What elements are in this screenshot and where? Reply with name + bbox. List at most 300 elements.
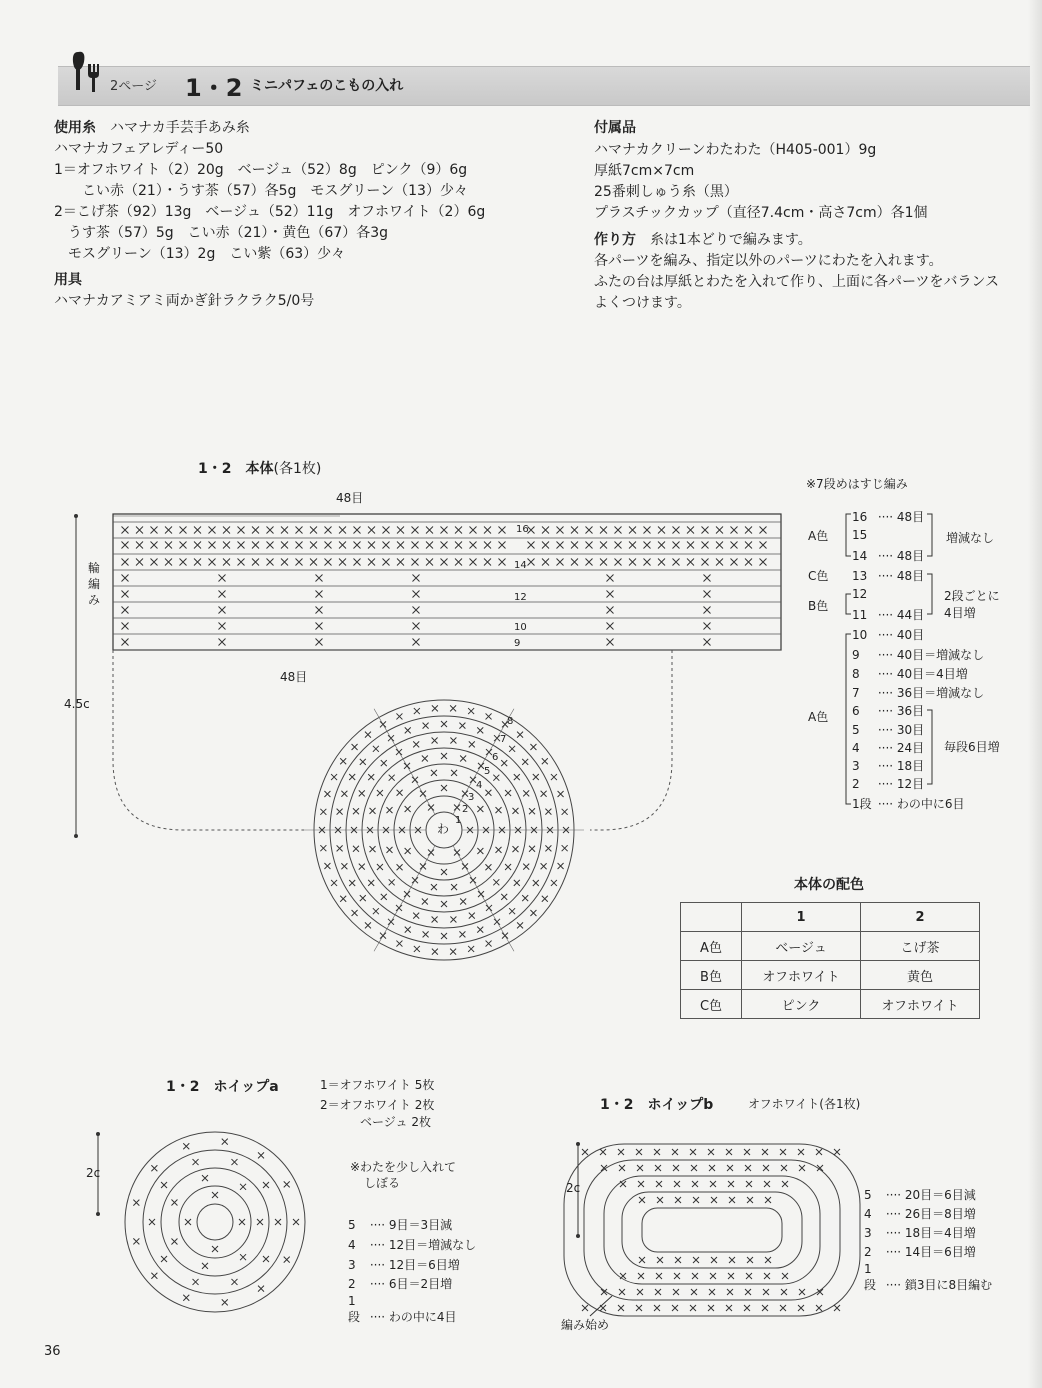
stitch-x — [704, 575, 711, 582]
stitch-x — [238, 542, 245, 549]
bracket — [927, 514, 932, 556]
stitch-x — [284, 1257, 290, 1263]
stitch-x — [252, 559, 259, 566]
stitch-x — [477, 806, 483, 812]
stitch-x — [780, 1149, 786, 1155]
stitch-x — [325, 542, 332, 549]
stitch-note: ※7段めはすじ編み — [806, 477, 908, 491]
rows-table-row — [852, 646, 984, 663]
row-number: 2 — [348, 1277, 356, 1291]
whip-a-colors-3: ベージュ 2枚 — [360, 1115, 431, 1129]
row-count: ···· 18目 — [874, 759, 925, 773]
stitch-x — [451, 770, 457, 776]
whip-b-row — [864, 1224, 976, 1241]
stitch-x — [655, 1289, 661, 1295]
stitch-x — [413, 575, 420, 582]
rows-table-row — [852, 626, 924, 643]
row-count: ···· 40目 — [874, 628, 925, 642]
bracket — [846, 594, 851, 614]
row-count: ···· 40目＝増減なし — [874, 648, 985, 662]
method-label: 作り方 — [594, 232, 636, 248]
stitch-x — [420, 791, 426, 797]
stitch-x — [432, 737, 438, 743]
method-line-2: 各パーツを編み、指定以外のパーツにわたを入れます。 — [594, 253, 943, 269]
color-table — [680, 902, 980, 1019]
stitch-x — [397, 864, 403, 870]
stitch-x — [468, 708, 474, 714]
stitch-x — [381, 760, 387, 766]
whip-b-start: 編み始め — [561, 1318, 610, 1332]
stitch-x — [180, 527, 187, 534]
stitch-x — [454, 804, 460, 810]
stitch-x — [514, 880, 520, 886]
row-num-10: 10 — [514, 622, 527, 633]
stitch-x — [331, 880, 337, 886]
stitch-x — [562, 809, 568, 815]
row-text: ···· 18目＝4目増 — [882, 1226, 976, 1240]
stitch-x — [388, 919, 394, 925]
stitch-x — [607, 639, 614, 646]
stitch-x — [324, 863, 330, 869]
stitch-x — [386, 847, 392, 853]
stitch-x — [252, 542, 259, 549]
stitch-x — [486, 941, 492, 947]
row-number: 15 — [852, 528, 868, 542]
whip-b-title: 1・2 ホイップb — [600, 1097, 714, 1113]
cup-outline-right — [590, 650, 672, 830]
stitch-x — [194, 542, 201, 549]
stitch-x — [615, 542, 622, 549]
stitch-x — [133, 1200, 139, 1206]
stitch-x — [499, 559, 506, 566]
round-num-5: 5 — [484, 766, 491, 777]
stitch-x — [760, 542, 767, 549]
row-text: ···· 12目＝6目増 — [366, 1258, 460, 1272]
stitch-x — [674, 1181, 680, 1187]
stitch-x — [413, 639, 420, 646]
stitch-x — [136, 559, 143, 566]
stitch-x — [413, 591, 420, 598]
whip-a-chart — [125, 1132, 305, 1312]
stitch-x — [281, 559, 288, 566]
stitch-x — [389, 775, 395, 781]
stitch-x — [493, 775, 499, 781]
stitch-x — [365, 732, 371, 738]
stitch-x — [352, 744, 358, 750]
stitch-x — [462, 863, 468, 869]
stitch-x — [629, 542, 636, 549]
stitch-x — [562, 845, 568, 851]
stitch-x — [746, 1181, 752, 1187]
stitch-x — [765, 1197, 771, 1203]
whip-a-title: 1・2 ホイップa — [166, 1079, 279, 1095]
stitch-x — [258, 1152, 264, 1158]
stitch-x — [528, 559, 535, 566]
stitch-x — [454, 850, 460, 856]
stitch-x — [762, 1305, 768, 1311]
stitch-x — [571, 527, 578, 534]
stitch-x — [702, 559, 709, 566]
stitch-x — [441, 721, 447, 727]
stitch-x — [673, 559, 680, 566]
stitch-x — [600, 527, 607, 534]
method-line-4: よくつけます。 — [594, 295, 691, 311]
rows-table-row — [852, 775, 924, 792]
stitch-x — [760, 559, 767, 566]
whip-a-row — [348, 1275, 452, 1292]
stitch-x — [687, 542, 694, 549]
whip-b-row — [864, 1243, 976, 1260]
stitch-x — [477, 848, 483, 854]
stitch-x — [459, 723, 465, 729]
stitch-x — [644, 527, 651, 534]
row-text: ···· 26目＝8目増 — [882, 1207, 976, 1221]
stitch-x — [502, 933, 508, 939]
stitch-x — [834, 1149, 840, 1155]
rows-table-row — [852, 721, 924, 738]
stitch-x — [171, 1199, 177, 1205]
stitch-x — [675, 1257, 681, 1263]
stitch-x — [459, 931, 465, 937]
stitch-x — [545, 845, 551, 851]
round-num-7: 7 — [500, 734, 507, 745]
stitch-x — [341, 791, 347, 797]
stitch-x — [432, 705, 438, 711]
stitch-x — [380, 721, 386, 727]
stitch-x — [747, 1197, 753, 1203]
stitch-x — [412, 559, 419, 566]
whip-a-ring — [179, 1186, 251, 1258]
stitch-x — [726, 1305, 732, 1311]
color-table-row — [681, 932, 980, 961]
stitch-x — [509, 908, 515, 914]
stitch-x — [726, 1149, 732, 1155]
stitch-x — [325, 559, 332, 566]
rows-table-row — [852, 684, 984, 701]
stitch-x — [151, 1165, 157, 1171]
stitch-x — [727, 1165, 733, 1171]
stitch-x — [396, 713, 402, 719]
stitch-x — [231, 1159, 237, 1165]
stitch-x — [470, 877, 476, 883]
stitch-x — [619, 1165, 625, 1171]
stitch-x — [529, 808, 535, 814]
stitch-x — [240, 1184, 246, 1190]
stitch-x — [762, 1149, 768, 1155]
stitch-x — [151, 542, 158, 549]
stitch-x — [704, 591, 711, 598]
stitch-x — [615, 527, 622, 534]
stitch-x — [639, 1257, 645, 1263]
stitch-x — [122, 527, 129, 534]
header-title: ミニパフェのこもの入れ — [250, 78, 404, 94]
stitch-x — [618, 1149, 624, 1155]
stitch-x — [798, 1305, 804, 1311]
stitch-x — [293, 1219, 299, 1225]
stitch-x — [310, 527, 317, 534]
rows-table-row — [852, 739, 924, 756]
row-number: 4 — [348, 1238, 356, 1252]
stitch-x — [728, 1273, 734, 1279]
stitch-x — [122, 575, 129, 582]
stitch-x — [704, 639, 711, 646]
accessory-line-2: 厚紙7cm×7cm — [594, 163, 695, 179]
stitch-x — [692, 1181, 698, 1187]
stitch-x — [731, 527, 738, 534]
stitch-x — [413, 741, 419, 747]
row-num-12: 12 — [514, 592, 527, 603]
stitch-x — [486, 905, 492, 911]
stitch-x — [368, 559, 375, 566]
stitch-x — [657, 1197, 663, 1203]
stitch-x — [412, 877, 418, 883]
color-table-cell: ピンク — [742, 990, 861, 1019]
round-num-6: 6 — [492, 752, 499, 763]
stitch-x — [353, 846, 359, 852]
stitch-x — [710, 1181, 716, 1187]
stitch-x — [460, 898, 466, 904]
stitch-x — [180, 559, 187, 566]
stitch-x — [460, 756, 466, 762]
accessories-label: 付属品 — [594, 120, 636, 136]
stitch-x — [450, 705, 456, 711]
stitch-x — [202, 1175, 208, 1181]
color-table-cell: オフホワイト — [861, 990, 980, 1019]
row-count: ···· 44目 — [874, 608, 925, 622]
stitch-x — [431, 770, 437, 776]
whip-a-ring — [161, 1168, 269, 1276]
stitch-x — [702, 542, 709, 549]
whip-b-row — [864, 1205, 976, 1222]
color-table-cell: ベージュ — [742, 932, 861, 961]
center-ring: わ — [437, 822, 450, 836]
body-diagram-title: 1・2 本体 — [198, 461, 274, 477]
stitch-x — [496, 807, 502, 813]
stitch-x — [165, 542, 172, 549]
stitch-x — [354, 527, 361, 534]
stitch-x — [639, 1197, 645, 1203]
stitch-x — [455, 542, 462, 549]
stitch-x — [441, 785, 447, 791]
stitch-x — [340, 758, 346, 764]
stitch-x — [716, 559, 723, 566]
stitch-x — [637, 1165, 643, 1171]
stitch-x — [637, 1289, 643, 1295]
group-no-change: 増減なし — [946, 531, 995, 545]
stitch-x — [763, 1165, 769, 1171]
row-num-16: 16 — [516, 524, 529, 535]
stitch-x — [528, 542, 535, 549]
stitch-x — [359, 790, 365, 796]
rows-table-row — [852, 587, 874, 601]
row-number: 16 — [852, 510, 868, 524]
stitch-x — [432, 949, 438, 955]
stitch-x — [325, 527, 332, 534]
stitch-x — [545, 809, 551, 815]
stitch-x — [281, 527, 288, 534]
stitch-x — [658, 542, 665, 549]
whip-a-ring — [197, 1204, 233, 1240]
stitch-x — [359, 864, 365, 870]
stitch-x — [122, 607, 129, 614]
stitch-x — [690, 1305, 696, 1311]
row-text: ···· 20目＝6目減 — [882, 1188, 976, 1202]
color-table-cell: 黄色 — [861, 961, 980, 990]
stitch-x — [194, 559, 201, 566]
stitch-x — [470, 559, 477, 566]
stitch-x — [745, 1289, 751, 1295]
color-table-corner — [681, 903, 742, 932]
stitch-x — [657, 1257, 663, 1263]
bracket — [927, 710, 932, 784]
stitch-x — [397, 542, 404, 549]
stitch-x — [426, 559, 433, 566]
side-label: 輪編み — [88, 561, 101, 607]
stitch-x — [337, 845, 343, 851]
height-label: 4.5c — [64, 697, 90, 711]
stitch-x — [512, 808, 518, 814]
stitch-x — [499, 527, 506, 534]
stitch-x — [496, 847, 502, 853]
rows-table-row — [852, 508, 924, 525]
stitch-x — [263, 1182, 269, 1188]
stitch-x — [413, 623, 420, 630]
stitch-x — [542, 527, 549, 534]
group-every-row: 毎段6目増 — [944, 740, 1000, 754]
stitch-x — [509, 746, 515, 752]
stitch-x — [183, 1143, 189, 1149]
stitch-x — [275, 1219, 281, 1225]
stitch-x — [731, 559, 738, 566]
stitch-x — [352, 910, 358, 916]
stitch-x — [316, 639, 323, 646]
stitch-x — [122, 623, 129, 630]
stitch-x — [687, 527, 694, 534]
stitch-x — [674, 1273, 680, 1279]
stitch-x — [441, 753, 447, 759]
stitch-x — [541, 791, 547, 797]
stitch-x — [517, 732, 523, 738]
stitch-x — [296, 527, 303, 534]
row-number: 2 — [864, 1245, 872, 1259]
rows-table-row — [852, 567, 924, 584]
whip-a-row — [348, 1236, 476, 1253]
stitch-x — [223, 542, 230, 549]
stitch-x — [600, 559, 607, 566]
stitch-x — [389, 879, 395, 885]
whip-a-row — [348, 1256, 460, 1273]
row-text: ···· 6目＝2目増 — [366, 1277, 453, 1291]
stitch-x — [716, 542, 723, 549]
round-num-3: 3 — [468, 792, 475, 803]
stitch-x — [397, 527, 404, 534]
stitch-x — [324, 791, 330, 797]
stitch-x — [383, 559, 390, 566]
stitch-x — [470, 542, 477, 549]
stitch-x — [729, 1197, 735, 1203]
stitch-x — [517, 922, 523, 928]
whip-b-size: 2c — [566, 1181, 581, 1195]
stitch-x — [320, 845, 326, 851]
stitch-x — [629, 559, 636, 566]
stitch-x — [658, 559, 665, 566]
stitch-x — [165, 559, 172, 566]
stitch-x — [782, 1181, 788, 1187]
stitch-x — [765, 1257, 771, 1263]
stitch-x — [512, 846, 518, 852]
stitch-x — [607, 575, 614, 582]
stitch-x — [441, 527, 448, 534]
stitch-x — [522, 895, 528, 901]
stitch-x — [709, 1165, 715, 1171]
stitch-x — [404, 891, 410, 897]
whip-b-row — [864, 1262, 992, 1293]
stitch-x — [212, 1192, 218, 1198]
stitch-x — [422, 898, 428, 904]
stitch-x — [122, 639, 129, 646]
color-table-header — [681, 903, 980, 932]
stitch-x — [450, 737, 456, 743]
stitch-x — [586, 559, 593, 566]
stitch-x — [484, 542, 491, 549]
stitch-x — [530, 910, 536, 916]
whip-b-chart — [564, 1144, 860, 1316]
stitch-x — [654, 1305, 660, 1311]
stitch-x — [122, 542, 129, 549]
row-num-9: 9 — [514, 638, 521, 649]
row-number: 2 — [852, 777, 860, 791]
stitch-x — [558, 863, 564, 869]
stitch-x — [744, 1305, 750, 1311]
row-number: 3 — [348, 1258, 356, 1272]
whip-b-ring — [564, 1144, 860, 1316]
stitch-x — [530, 744, 536, 750]
stitch-x — [522, 759, 528, 765]
bracket — [846, 514, 851, 556]
stitch-x — [426, 542, 433, 549]
stitch-x — [377, 864, 383, 870]
row-number: 7 — [852, 686, 860, 700]
whip-b-ring — [622, 1192, 802, 1268]
stitch-x — [396, 941, 402, 947]
group-every2b: 4目増 — [944, 606, 976, 620]
stitch-x — [716, 527, 723, 534]
stitch-x — [405, 806, 411, 812]
stitch-x — [493, 879, 499, 885]
top-count: 48目 — [336, 491, 364, 505]
bracket — [927, 574, 932, 614]
stitch-x — [267, 527, 274, 534]
row-text: ···· 12目＝増減なし — [366, 1238, 477, 1252]
group-a-bottom: A色 — [808, 710, 829, 724]
stitch-x — [161, 1182, 167, 1188]
side-chart-rows — [113, 522, 781, 650]
stitch-x — [727, 1289, 733, 1295]
stitch-x — [240, 1254, 246, 1260]
stitch-x — [386, 807, 392, 813]
stitch-x — [782, 1273, 788, 1279]
stitch-x — [368, 542, 375, 549]
stitch-x — [349, 774, 355, 780]
stitch-x — [136, 527, 143, 534]
stitch-x — [450, 949, 456, 955]
row-number: 14 — [852, 549, 868, 563]
row-count: ···· 24目 — [874, 741, 925, 755]
stitch-x — [136, 542, 143, 549]
stitch-x — [380, 933, 386, 939]
stitch-x — [690, 1149, 696, 1155]
stitch-x — [658, 527, 665, 534]
